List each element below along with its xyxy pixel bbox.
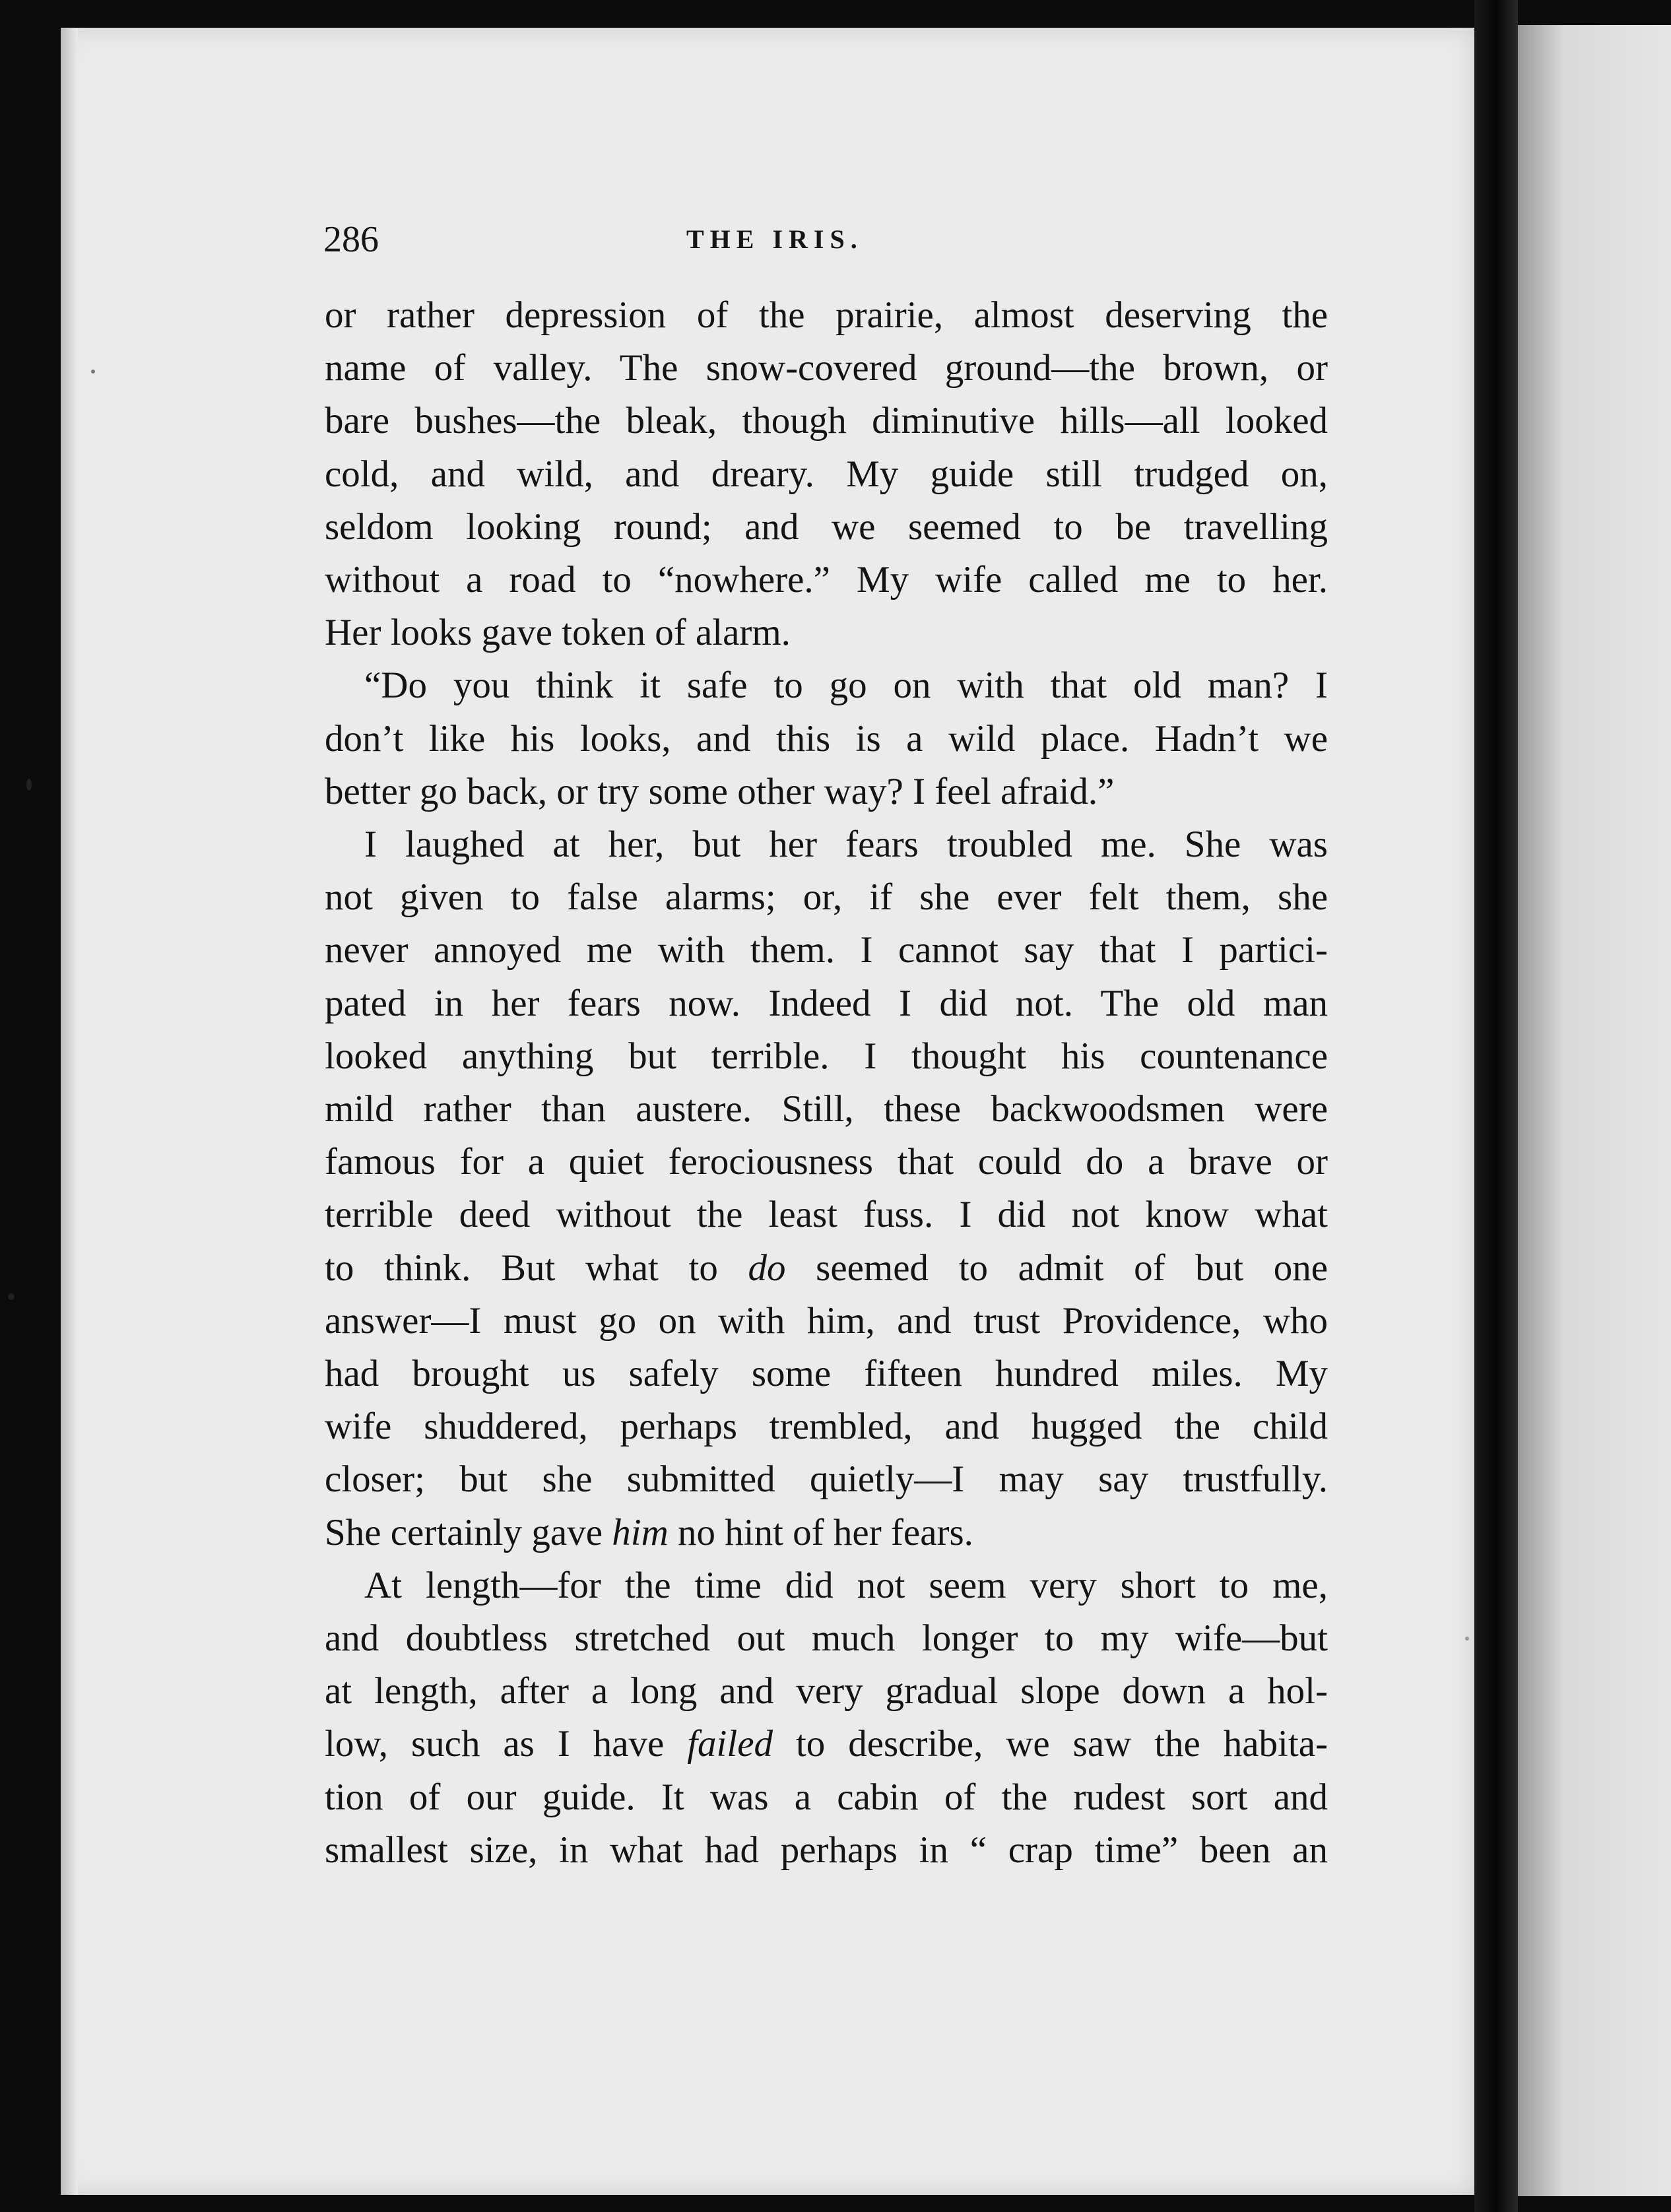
italic-word: him [612, 1511, 669, 1553]
text-line: At length—for the time did not seem very short to me, [364, 1564, 1328, 1606]
text-line: “Do you think it safe to go on with that old man? I [364, 665, 1328, 707]
text-line [325, 1242, 1328, 1295]
text-line: better go back, or try some other way? I feel afraid.” [325, 770, 1115, 812]
text-line: I laughed at her, but her fears troubled me. She was [364, 824, 1328, 866]
book-gutter [1474, 0, 1518, 2212]
text-line: not given to false alarms; or, if she ever felt them, she [325, 876, 1328, 919]
text-line: without a road to “nowhere.” My wife called me to her. [325, 559, 1328, 601]
text-segment: to describe, we saw the habita- [795, 1723, 1328, 1765]
text-line: don’t like his looks, and this is a wild place. Hadn’t we [325, 717, 1328, 760]
text-line: had brought us safely some fifteen hundred miles. My [325, 1353, 1328, 1395]
text-line: or rather depression of the prairie, almost deserving the [325, 294, 1328, 336]
text-line: Her looks gave token of alarm. [325, 612, 791, 654]
text-line: mild rather than austere. Still, these backwoodsmen were [325, 1088, 1328, 1130]
text-segment: She certainly gave [325, 1511, 603, 1553]
text-segment: no hint of her fears. [678, 1511, 973, 1553]
text-line: never annoyed me with them. I cannot say that I partici- [325, 929, 1328, 971]
text-line: tion of our guide. It was a cabin of the rudest sort and [325, 1776, 1328, 1818]
running-title: THE IRIS. [686, 224, 863, 254]
text-line: seldom looking round; and we seemed to be travelling [325, 505, 1328, 548]
text-segment: to think. But what to [325, 1247, 718, 1289]
facing-page-edge [1518, 25, 1671, 2196]
text-line: name of valley. The snow-covered ground—the brown, or [325, 347, 1328, 389]
text-line: terrible deed without the least fuss. I did not know what [325, 1194, 1328, 1236]
text-line: famous for a quiet ferociousness that could do a brave or [325, 1141, 1328, 1183]
body-text [325, 289, 1328, 1877]
text-line: wife shuddered, perhaps trembled, and hugged the child [325, 1406, 1328, 1448]
text-line [325, 1507, 1328, 1559]
scan-speck [26, 779, 32, 791]
text-line: pated in her fears now. Indeed I did not. The old man [325, 982, 1328, 1024]
text-line: bare bushes—the bleak, though diminutive hills—all looked [325, 400, 1328, 442]
page-left-shadow [61, 28, 78, 2195]
scan-speck [8, 1293, 15, 1300]
text-line: cold, and wild, and dreary. My guide still trudged on, [325, 453, 1328, 495]
scan-speck [1465, 1637, 1469, 1641]
text-line: answer—I must go on with him, and trust Providence, who [325, 1299, 1328, 1342]
page-number: 286 [323, 219, 379, 260]
text-line: at length, after a long and very gradual slope down a hol- [325, 1670, 1328, 1712]
text-segment: seemed to admit of but one [816, 1247, 1328, 1289]
text-line: looked anything but terrible. I thought his countenance [325, 1035, 1328, 1077]
text-line: smallest size, in what had perhaps in “ crap time” been an [325, 1829, 1328, 1871]
scan-speck [91, 370, 95, 374]
italic-word: failed [687, 1723, 773, 1765]
text-line: and doubtless stretched out much longer to my wife—but [325, 1617, 1328, 1660]
italic-word: do [748, 1247, 786, 1289]
text-segment: low, such as I have [325, 1723, 665, 1765]
text-line [325, 1718, 1328, 1771]
running-header [323, 210, 1327, 269]
text-line: closer; but she submitted quietly—I may say trustfully. [325, 1458, 1328, 1501]
